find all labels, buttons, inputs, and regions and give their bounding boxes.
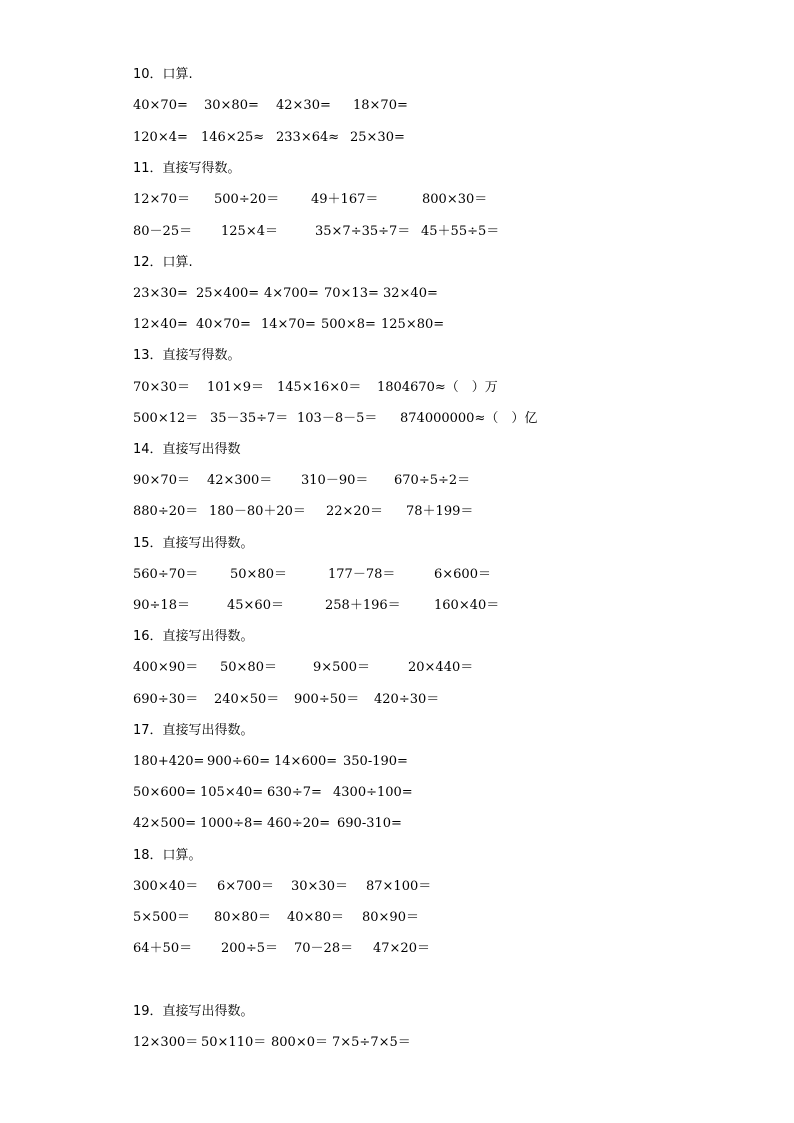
expression: 45＋55÷5＝ [421,224,500,239]
expression: 20×440＝ [408,660,474,675]
question-13-heading: 13．直接写得数。 [133,348,241,363]
expression: 42×500= [133,816,197,831]
question-17-row-3 [133,814,733,834]
question-15-heading: 15．直接写出得数。 [133,536,254,551]
expression: 880÷20＝ [133,504,199,519]
expression: 14×600= [274,754,338,769]
expression: 70×30＝ [133,380,190,395]
expression: 35－35÷7＝ [210,411,289,426]
expression: 80×90＝ [362,910,419,925]
expression: 64＋50＝ [133,941,193,956]
expression: 125×80= [381,317,445,332]
question-16-row-2 [133,690,733,710]
expression: 180－80＋20＝ [209,504,306,519]
expression: 78＋199＝ [406,504,474,519]
question-10-row-2 [133,128,733,148]
question-14-heading: 14．直接写出得数 [133,442,241,457]
expression: 5×500＝ [133,910,190,925]
question-13-row-1 [133,378,733,398]
expression: 80－25＝ [133,224,193,239]
expression: 240×50＝ [214,692,280,707]
expression: 7×5÷7×5＝ [332,1035,411,1050]
expression: 145×16×0＝ [277,380,362,395]
expression: 103－8－5＝ [297,411,378,426]
expression: 32×40= [383,286,438,301]
expression: 420÷30＝ [374,692,440,707]
expression: 14×70= [261,317,316,332]
question-19-row-1 [133,1033,733,1053]
expression: 25×400= [196,286,260,301]
expression: 500÷20＝ [214,192,280,207]
question-18-row-1 [133,877,733,897]
question-16-heading: 16．直接写出得数。 [133,629,254,644]
question-12-row-1 [133,284,733,304]
expression: 146×25≈ [201,130,265,145]
question-18-row-3 [133,939,733,959]
expression: 310－90＝ [301,473,369,488]
expression: 49＋167＝ [311,192,379,207]
question-11-row-2 [133,222,733,242]
expression: 70－28＝ [294,941,354,956]
expression: 160×40＝ [434,598,500,613]
expression: 690÷30＝ [133,692,199,707]
expression: 18×70= [353,98,408,113]
expression: 1804670≈（ ）万 [377,380,498,395]
expression: 400×90＝ [133,660,199,675]
expression: 47×20＝ [373,941,430,956]
expression: 101×9＝ [207,380,264,395]
expression: 630÷7= [267,785,322,800]
question-15-row-2 [133,596,733,616]
question-12-heading: 12．口算. [133,255,193,270]
expression: 40×80＝ [287,910,344,925]
expression: 6×600＝ [434,567,491,582]
expression: 500×8= [321,317,376,332]
expression: 22×20＝ [326,504,383,519]
question-12-row-2 [133,315,733,335]
expression: 6×700＝ [217,879,274,894]
question-11-row-1 [133,190,733,210]
question-14-row-1 [133,471,733,491]
expression: 70×13= [324,286,379,301]
expression: 42×300＝ [207,473,273,488]
question-10-heading: 10．口算. [133,67,193,82]
expression: 4×700= [264,286,319,301]
expression: 35×7÷35÷7＝ [315,224,411,239]
expression: 105×40= [200,785,264,800]
expression: 670÷5÷2＝ [394,473,471,488]
expression: 4300÷100= [333,785,413,800]
expression: 45×60＝ [227,598,284,613]
expression: 690-310= [337,816,402,831]
expression: 177－78＝ [328,567,396,582]
expression: 350-190= [343,754,408,769]
expression: 25×30= [350,130,405,145]
expression: 1000÷8= [200,816,264,831]
question-16-row-1 [133,658,733,678]
expression: 258＋196＝ [325,598,401,613]
expression: 30×80= [204,98,259,113]
expression: 50×110＝ [201,1035,267,1050]
expression: 125×4＝ [221,224,278,239]
expression: 233×64≈ [276,130,340,145]
question-17-row-2 [133,783,733,803]
expression: 23×30= [133,286,188,301]
question-18-row-2 [133,908,733,928]
expression: 80×80＝ [214,910,271,925]
expression: 900÷60= [207,754,271,769]
expression: 120×4= [133,130,188,145]
question-17-heading: 17．直接写出得数。 [133,723,254,738]
expression: 42×30= [276,98,331,113]
question-19-heading: 19．直接写出得数。 [133,1004,254,1019]
expression: 9×500＝ [313,660,370,675]
question-15-row-1 [133,565,733,585]
expression: 800×30＝ [422,192,488,207]
question-17-row-1 [133,752,733,772]
question-18-heading: 18．口算。 [133,848,202,863]
expression: 30×30＝ [291,879,348,894]
expression: 40×70= [133,98,188,113]
expression: 874000000≈（ ）亿 [400,411,538,426]
expression: 500×12＝ [133,411,199,426]
question-10-row-1 [133,96,733,116]
expression: 90÷18＝ [133,598,190,613]
question-14-row-2 [133,502,733,522]
expression: 200÷5＝ [221,941,278,956]
expression: 90×70＝ [133,473,190,488]
expression: 12×300＝ [133,1035,199,1050]
expression: 300×40＝ [133,879,199,894]
expression: 560÷70＝ [133,567,199,582]
expression: 50×80＝ [230,567,287,582]
expression: 50×600= [133,785,197,800]
expression: 40×70= [196,317,251,332]
expression: 180+420= [133,754,205,769]
expression: 800×0＝ [271,1035,328,1050]
question-13-row-2 [133,409,733,429]
question-11-heading: 11．直接写得数。 [133,161,241,176]
expression: 12×40= [133,317,188,332]
expression: 900÷50＝ [294,692,360,707]
expression: 87×100＝ [366,879,432,894]
expression: 12×70＝ [133,192,190,207]
expression: 50×80＝ [220,660,277,675]
expression: 460÷20= [267,816,331,831]
